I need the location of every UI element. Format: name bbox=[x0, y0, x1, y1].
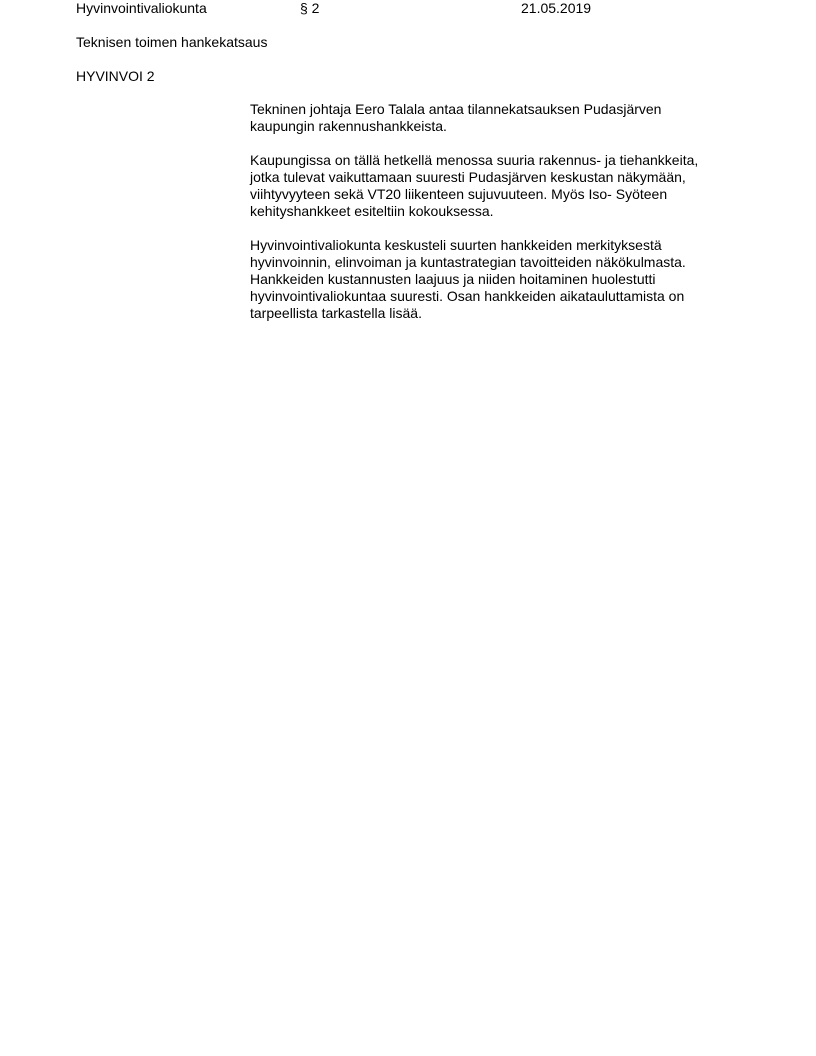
meeting-date: 21.05.2019 bbox=[521, 0, 592, 16]
committee-name: Hyvinvointivaliokunta bbox=[76, 0, 207, 16]
text-line: Hyvinvointivaliokunta keskusteli suurten hankkeiden merkityksestä bbox=[250, 237, 662, 253]
section-number: § 2 bbox=[300, 0, 320, 16]
page-title: Teknisen toimen hankekatsaus bbox=[76, 34, 268, 50]
text-line: Kaupungissa on tällä hetkellä menossa suuria rakennus- ja tiehankkeita, bbox=[250, 152, 699, 168]
text-line: viihtyvyyteen sekä VT20 liikenteen sujuvuuteen. Myös Iso- Syöteen bbox=[250, 186, 668, 202]
text-line: kaupungin rakennushankkeista. bbox=[250, 118, 447, 134]
paragraph bbox=[250, 101, 730, 135]
text-line: hyvinvointivaliokuntaa suuresti. Osan hankkeiden aikatauluttamista on bbox=[250, 288, 685, 304]
text-line: hyvinvoinnin, elinvoiman ja kuntastrategian tavoitteiden näkökulmasta. bbox=[250, 254, 686, 270]
text-line: Hankkeiden kustannusten laajuus ja niiden hoitaminen huolestutti bbox=[250, 271, 656, 287]
text-line: Tekninen johtaja Eero Talala antaa tilannekatsauksen Pudasjärven bbox=[250, 101, 662, 117]
document-body bbox=[250, 101, 730, 339]
reference-code: HYVINVOI 2 bbox=[76, 68, 155, 84]
text-line: tarpeellista tarkastella lisää. bbox=[250, 305, 422, 321]
paragraph bbox=[250, 152, 730, 220]
text-line: kehityshankkeet esiteltiin kokouksessa. bbox=[250, 203, 494, 219]
paragraph bbox=[250, 237, 730, 322]
text-line: jotka tulevat vaikuttamaan suuresti Pudasjärven keskustan näkymään, bbox=[250, 169, 686, 185]
